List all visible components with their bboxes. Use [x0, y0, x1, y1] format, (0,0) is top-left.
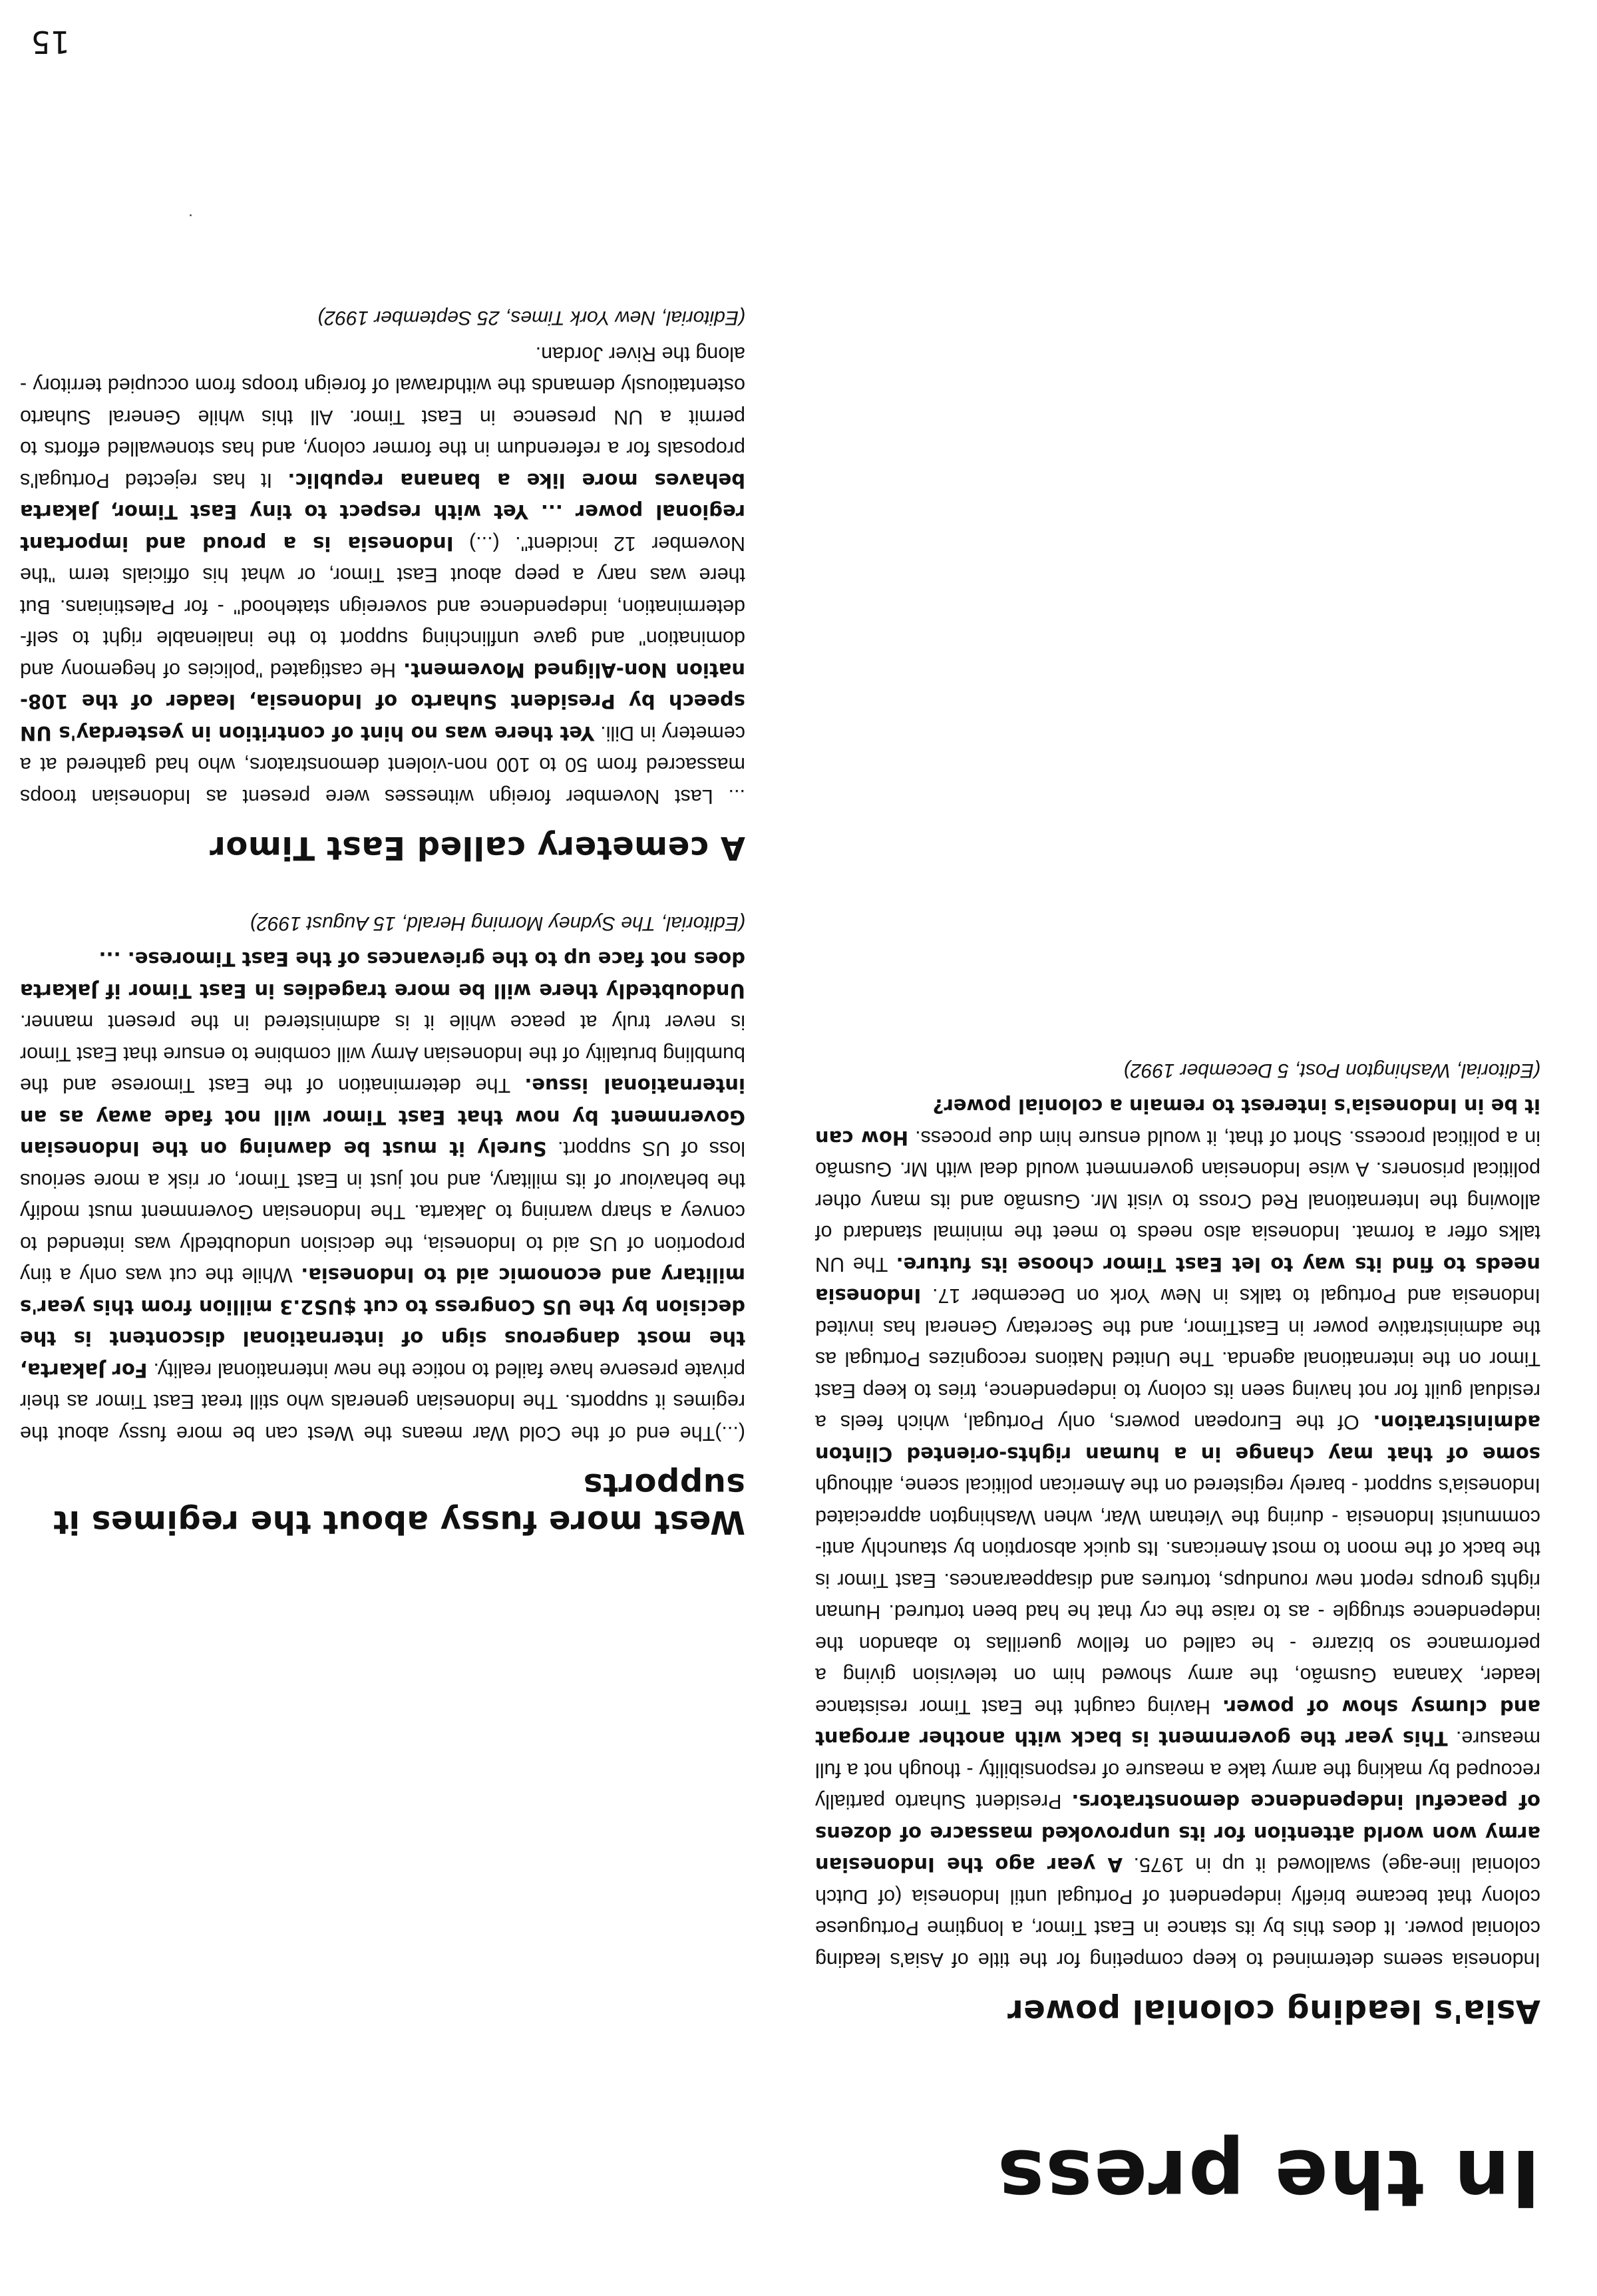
bold-passage: Indonesia needs to find its way to let East Timor choose its future.	[815, 1253, 1540, 1308]
text-passage: While the cut was only a tiny proportion of US aid to Indonesia, the decision undoubtedly was intended to convey a sharp warning to Jakarta. The Indonesian Government must modify the behaviour of its military, and not just in East Timor, or risk a more serious loss of US support.	[20, 1137, 745, 1287]
bold-passage: Undoubtedly there will be more tragedies in East Timor if Jakarta does not face up to the grievances of the East Timorese. ...	[20, 948, 745, 1002]
article	[815, 1055, 1540, 2030]
article-body	[815, 1090, 1540, 1975]
article-body	[20, 338, 745, 813]
article-body	[20, 943, 745, 1449]
bold-passage: This year the government is back with another arrogant and clumsy show of power.	[815, 1696, 1540, 1750]
right-column	[20, 262, 745, 1541]
bold-passage: Yet there was no hint of contrition in yesterday's UN speech by President Suharto of Indonesia, leader of the 108-nation Non-Aligned Movement.	[20, 659, 745, 745]
article	[20, 303, 745, 867]
left-column	[815, 1014, 1540, 2030]
page-number: 15	[31, 24, 70, 60]
text-passage: It has rejected Portugal's proposals for a referendum in the former colony, and has stonewalled efforts to permit a UN presence in East Timor. All this while General Suharto ostentatiously demands the withdrawal of foreign troops from occupied territory - along the River Jordan.	[20, 343, 745, 492]
text-passage: Indonesia seems determined to keep competing for the title of Asia's leading colonial power. It does this by its stance in East Timor, a longtime Portuguese colony that became briefly independent of Portugal until Indonesia (of Dutch colonial line-age) swallowed it up in 1975.	[815, 1853, 1540, 1971]
speck	[190, 214, 192, 216]
article-headline: West more fussy about the regimes it supports	[53, 1466, 745, 1541]
text-passage: Having caught the East Timor resistance leader, Xanana Gusmão, the army showed him on television giving a performance so bizarre - he called on fellow guerillas to abandon the independence struggle - as to raise the cry that he had been tortured. Human rights groups report new roundups, tortures and disappearances. East Timor is the back of the moon to most Americans. Its quick absorption by staunchly anti-communist Indonesia - during the Vietnam War, when Washington appreciated Indonesia's support - barely registered on the American political scene, although	[815, 1474, 1540, 1718]
text-passage: The determination of the East Timorese and the bumbling brutality of the Indonesian Army will combine to ensure that East Timor is never truly at peace while it is administered in the present manner.	[19, 1011, 745, 1097]
text-passage: The UN talks offer a format. Indonesia also needs to meet the minimal standard of allowing the International Red Cross to visit Mr. Gusmão and its many other political prisoners. A wise Indonesian government would deal with Mr. Gusmão in a political process. Short of that, it would ensure him due process.	[815, 1127, 1540, 1276]
text-passage: Of the European powers, only Portugal, which feels a residual guilt for not having seen its colony to independence, tries to keep East Timor on the international agenda. The United Nations recognizes Portugal as the administrative power in EastTimor, and the Secretary General has invited Indonesia and Portugal to talks in New York on December 17.	[815, 1284, 1540, 1434]
page-title: In the press	[996, 2132, 1540, 2224]
bold-passage: How can it be in Indonesia's interest to remain a colonial power?	[815, 1095, 1540, 1149]
article-headline: A cemetery called East Timor	[209, 829, 745, 866]
bold-passage: For Jakarta, the most dangerous sign of international discontent is the decision by the US Congress to cut $US2.3 million from this year's military and economic aid to Indonesia.	[20, 1264, 745, 1382]
text-passage: He castigated "policies of hegemony and domination" and gave unflinching support to the inalienable right to self-determination, independence and sovereign statehood" - for Palestinians. But there was nary a peep about East Timor, or what his officials term "the November 12 incident". (...)	[20, 532, 745, 681]
bold-passage: some of that may change in a human rights-oriented Clinton administration.	[815, 1411, 1540, 1465]
article	[20, 908, 745, 1541]
text-passage: ... Last November foreign witnesses were present as Indonesian troops massacred from 50 to 100 non-violent demonstrators, who had gathered at a cemetery in Dili.	[20, 722, 745, 808]
bold-passage: Indonesia is a proud and important regional power ... Yet with respect to tiny East Timor, Jakarta behaves more like a banana republic.	[20, 469, 745, 555]
bold-passage: A year ago the Indonesian army won world attention for its unprovoked massacre of dozens of peaceful independence demonstrators.	[815, 1790, 1540, 1877]
article-source: (Editorial, The Sydney Morning Herald, 15 August 1992)	[250, 912, 745, 934]
article-source: (Editorial, New York Times, 25 September 1992)	[317, 307, 745, 329]
article-headline: Asia's leading colonial power	[1007, 1993, 1540, 2030]
article-source: (Editorial, Washington Post, 5 December 1992)	[1123, 1059, 1540, 1081]
text-passage: (...)The end of the Cold War means the West can be more fussy about the regimes it supports. The Indonesian generals who still treat East Timor as their private preserve have failed to notice the new international reality.	[20, 1359, 745, 1445]
text-passage: President Suharto partially recouped by making the army take a measure of responsibility - though not a full measure.	[815, 1727, 1540, 1814]
bold-passage: Surely it must be dawning on the Indonesian Government by now that East Timor will not fade away as an international issue.	[20, 1074, 745, 1161]
